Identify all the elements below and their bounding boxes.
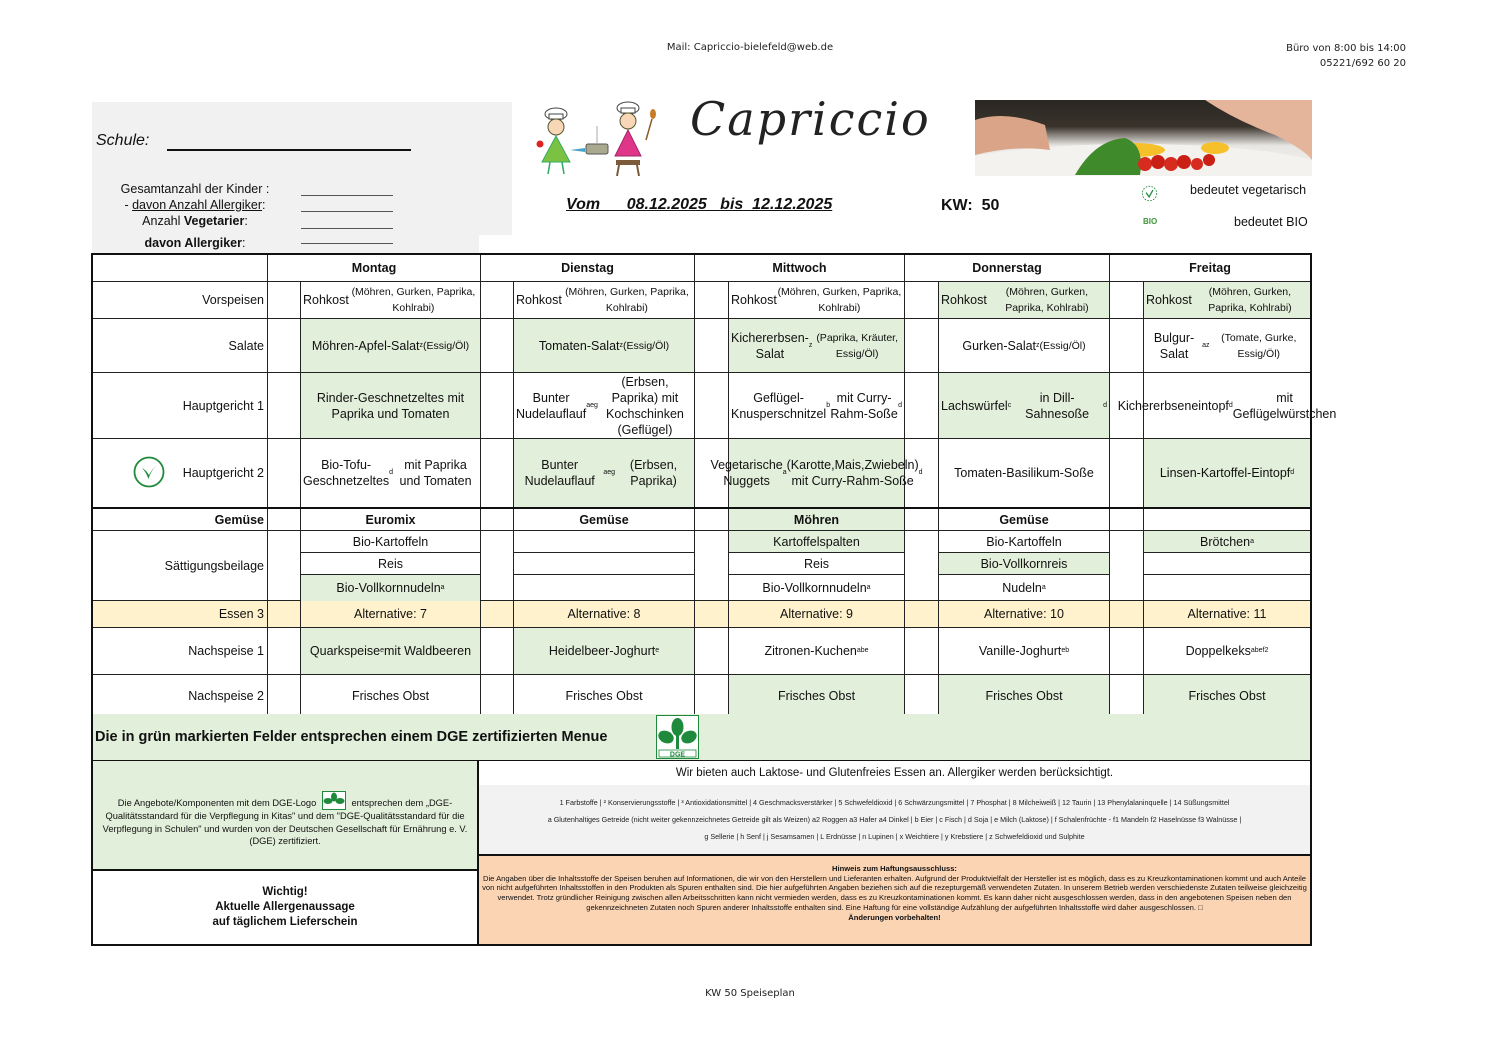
dish-name: Linsen-Kartoffel-Eintopf <box>1159 466 1291 480</box>
spacer-cell <box>268 601 301 627</box>
dish-name: Geflügel-Knusperschnitzel <box>731 390 827 421</box>
dish-name: Gemüse <box>999 512 1049 527</box>
menu-cell: Bio-Tofu-Geschnetzeltes d mit Paprika und Tomaten <box>301 439 481 507</box>
spacer-cell <box>1110 531 1144 600</box>
menu-cell: Möhren-Apfel-Salat z (Essig/Öl) <box>301 319 481 372</box>
spacer-cell <box>481 675 514 716</box>
row-label: Gemüse <box>93 509 268 530</box>
menu-row-hauptgericht2 <box>93 439 1310 509</box>
menu-table <box>91 253 1337 716</box>
menu-cell <box>1144 575 1310 601</box>
spacer-cell <box>905 601 939 627</box>
menu-cell: Kichererbseneintopf d mit Geflügelwürstchen <box>1117 390 1337 421</box>
menu-row-essen3 <box>93 601 1310 628</box>
menu-cell: Bulgur-Salat az (Tomate, Gurke, Essig/Öl) <box>1144 319 1310 372</box>
veg-allergic-label <box>95 236 295 250</box>
menu-cell <box>301 509 481 530</box>
allergen-legend-line-3: g Sellerie | h Senf | j Sesamsamen | L Erdnüsse | n Lupinen | x Weichtiere | y Krebstiere | z Schwefeldioxid und Sulphite <box>704 832 1085 841</box>
day-header: Donnerstag <box>905 255 1110 281</box>
dish-name: Frisches Obst <box>565 688 643 703</box>
contact-email: Mail: Capriccio-bielefeld@web.de <box>666 42 834 53</box>
dish-name: Zitronen-Kuchen <box>764 644 857 658</box>
spacer-cell <box>268 373 301 438</box>
menu-cell <box>514 509 695 530</box>
spacer-cell <box>268 628 301 674</box>
bio-icon: BIO <box>1143 217 1158 226</box>
spacer-cell <box>481 628 514 674</box>
allergy-header: Wir bieten auch Laktose- und Glutenfreies Essen an. Allergiker werden berücksichtigt. <box>479 761 1312 785</box>
dish-name: Rohkost <box>303 293 349 307</box>
dish-name: Kartoffelspalten <box>773 534 860 549</box>
dish-name: Kichererbsen-Salat <box>731 330 809 361</box>
dish-name: Rinder-Geschnetzeltes mit Paprika und Tomaten <box>316 390 465 421</box>
dish-name: Frisches Obst <box>1188 688 1266 703</box>
vegetarian-check-icon <box>133 456 165 488</box>
menu-cell <box>301 282 481 318</box>
spacer-cell <box>905 509 939 530</box>
menu-cell <box>729 675 905 716</box>
chef-right <box>615 102 656 176</box>
allergic-text: davon Anzahl Allergiker <box>132 198 263 212</box>
dish-name: Frisches Obst <box>777 688 856 703</box>
dge-info-text-b: entsprechen dem „DGE-Qualitätsstandard für die Verpflegung in Kitas" und dem "DGE-Qualitätsstandard für die Verpflegung in Schulen" und wurden von der Deutschen Gesellschaft für Ernährung e. V. (DGE) zertifiziert. <box>102 798 468 846</box>
dish-name: Gurken-Salat <box>962 338 1037 353</box>
food-photo <box>975 100 1312 176</box>
menu-cell <box>301 373 481 438</box>
menu-cell <box>1144 509 1310 530</box>
dish-name: Alternative: 11 <box>1187 607 1267 621</box>
menu-cell <box>514 531 695 553</box>
menu-cell <box>301 675 481 716</box>
dish-name: Bunter Nudelauflauf <box>516 390 587 421</box>
dish-name: Vanille-Joghurt <box>978 644 1062 658</box>
menu-cell: Lachswürfel c in Dill-Sahnesoße d <box>939 373 1110 438</box>
spacer-cell <box>905 675 939 716</box>
menu-row-vorspeisen <box>93 282 1310 319</box>
menu-cell <box>1144 282 1310 318</box>
food-photo-art <box>975 100 1312 176</box>
table-header-row <box>93 255 1310 282</box>
spacer-cell <box>268 675 301 716</box>
spacer-cell <box>905 319 939 372</box>
veg-prefix: Anzahl <box>142 214 184 228</box>
row-label: Hauptgericht 2 <box>93 439 268 507</box>
dish-name: Alternative: 9 <box>780 607 853 621</box>
dish-detail: (Essig/Öl) <box>623 339 670 352</box>
menu-cell: Vegetarische Nuggets a (Karotte,Mais,Zwiebeln) mit Curry-Rahm-Soße d <box>729 439 905 507</box>
veg-allergic-suffix: : <box>242 236 246 250</box>
dish-name: Quarkspeise <box>309 644 381 658</box>
menu-cell: Kichererbsen-Salat z (Paprika, Kräuter, Essig/Öl) <box>729 319 905 372</box>
vegetarian-check-icon <box>1141 185 1158 202</box>
dish-name: Bio-Kartoffeln <box>352 534 429 549</box>
dish-name: Tomaten-Salat <box>538 338 620 353</box>
row-label: Sättigungsbeilage <box>93 531 268 600</box>
bio-legend-text: bedeutet BIO <box>1234 215 1308 229</box>
dish-name: Reis <box>377 556 403 571</box>
spacer-cell <box>695 531 729 600</box>
menu-cell <box>729 509 905 530</box>
dish-detail: (Möhren, Gurken, Paprika, Kohlrabi) <box>351 286 476 314</box>
row-label: Vorspeisen <box>93 282 268 318</box>
spacer-cell <box>1110 509 1144 530</box>
spacer-cell <box>905 628 939 674</box>
header-corner <box>93 255 268 281</box>
row-label: Essen 3 <box>93 601 268 627</box>
spacer-cell <box>481 531 514 600</box>
menu-row-nachspeise2 <box>93 675 1310 716</box>
row-label: Nachspeise 1 <box>93 628 268 674</box>
spacer-cell <box>695 509 729 530</box>
chef-left <box>537 108 571 174</box>
allergen-notice <box>91 871 479 946</box>
dish-name: Alternative: 7 <box>354 607 427 621</box>
veg-allergic-field[interactable] <box>301 243 393 244</box>
dge-logo-icon <box>656 715 699 759</box>
spacer-cell <box>905 439 939 507</box>
day-header: Montag <box>268 255 481 281</box>
spacer-cell <box>268 319 301 372</box>
spacer-cell <box>268 282 301 318</box>
menu-cell <box>514 675 695 716</box>
menu-row-hauptgericht1 <box>93 373 1337 439</box>
dish-detail: (Paprika, Kräuter, Essig/Öl) <box>816 331 899 360</box>
allergic-suffix: : <box>262 198 266 212</box>
office-phone: 05221/692 60 20 <box>1319 58 1406 69</box>
dish-detail: (Möhren, Gurken, Paprika, Kohlrabi) <box>565 286 689 314</box>
dish-name: Frisches Obst <box>351 688 430 703</box>
menu-cell <box>939 675 1110 716</box>
dish-continuation: mit Paprika und Tomaten <box>399 458 472 488</box>
dish-detail: (Essig/Öl) <box>1039 339 1086 352</box>
dish-continuation: (Karotte,Mais,Zwiebeln) mit Curry-Rahm-Soße <box>786 458 919 488</box>
dish-name: Möhren-Apfel-Salat <box>311 338 420 353</box>
spacer-cell <box>905 531 939 600</box>
day-header: Freitag <box>1189 261 1231 275</box>
dish-name: Bio-Tofu-Geschnetzeltes <box>303 458 390 488</box>
menu-cell <box>514 601 695 627</box>
menu-cell <box>729 601 905 627</box>
spacer-cell <box>1110 601 1144 627</box>
menu-cell <box>939 439 1110 507</box>
office-info <box>1286 41 1406 71</box>
menu-cell: Bunter Nudelauflauf aeg (Erbsen, Paprika) <box>514 439 695 507</box>
allergen-legend-line-2: a Glutenhaltiges Getreide (nicht weiter gekennzeichnetes Getreide gilt als Weizen) a2 Roggen a3 Hafer a4 Dinkel | b Eier | c Fisch | d Soja | e Milch (Laktose) | f Schalenfrüchte - f1 Mandeln f2 Haselnüsse f3 Walnüsse | <box>547 815 1242 824</box>
school-input-line[interactable] <box>167 149 411 151</box>
spacer-cell <box>905 373 939 438</box>
menu-cell: Brötchen a <box>1144 531 1310 553</box>
calendar-week: KW: 50 <box>941 197 1000 214</box>
dish-name: Rohkost <box>1146 293 1192 307</box>
menu-cell <box>729 282 905 318</box>
dish-name: Möhren <box>793 512 840 527</box>
spacer-cell <box>905 282 939 318</box>
menu-cell <box>301 553 481 575</box>
spacer-cell <box>695 282 729 318</box>
dge-banner-text: Die in grün markierten Felder entsprechen einem DGE zertifizierten Menue <box>95 729 608 745</box>
dish-name: Lachswürfel <box>941 398 1008 413</box>
dish-continuation: mit Curry-Rahm-Soße <box>830 390 898 421</box>
menu-cell: Zitronen-Kuchen abe <box>729 628 905 674</box>
menu-cell <box>1144 553 1310 575</box>
notice-line-1: Wichtig! <box>262 886 308 898</box>
menu-cell: Tomaten-Salat z (Essig/Öl) <box>514 319 695 372</box>
dish-name: Rohkost <box>516 293 562 307</box>
menu-cell <box>939 553 1110 575</box>
menu-cell <box>729 531 905 553</box>
dish-name: Brötchen <box>1200 534 1251 549</box>
menu-cell <box>1144 601 1310 627</box>
menu-cell: Vanille-Joghurt eb <box>939 628 1110 674</box>
cooking-pot <box>570 126 608 154</box>
dish-detail: (Essig/Öl) <box>423 339 470 352</box>
dish-name: Bio-Vollkornreis <box>980 556 1068 571</box>
menu-cell <box>514 575 695 601</box>
allergic-count-field[interactable] <box>301 211 393 212</box>
dish-name: Vegetarische Nuggets <box>710 458 783 488</box>
office-hours: Büro von 8:00 bis 14:00 <box>1286 43 1406 54</box>
menu-cell <box>729 553 905 575</box>
spacer-cell <box>695 628 729 674</box>
dish-name: Kichererbseneintopf <box>1117 398 1229 413</box>
dish-name: Reis <box>803 556 829 571</box>
menu-cell <box>301 601 481 627</box>
allergic-count-label <box>95 198 295 212</box>
menu-cell <box>939 509 1110 530</box>
school-label: Schule: <box>96 132 150 149</box>
liability-disclaimer <box>479 854 1312 946</box>
menu-cell <box>1144 675 1310 716</box>
spacer-cell <box>481 601 514 627</box>
veg-bold: Vegetarier <box>183 214 245 228</box>
dish-detail: (Möhren, Gurken, Paprika, Kohlrabi) <box>1005 286 1089 314</box>
dge-logo-label: DGE <box>669 751 686 759</box>
notice-line-3: auf täglichem Lieferschein <box>212 916 358 928</box>
menu-cell: Bio-Vollkornnudeln a <box>301 575 481 601</box>
total-children-field[interactable] <box>301 195 393 196</box>
menu-cell <box>939 531 1110 553</box>
dge-info-text-a: Die Angebote/Komponenten mit dem DGE-Logo <box>117 798 317 808</box>
row-label: Salate <box>93 319 268 372</box>
notice-line-2: Aktuelle Allergenaussage <box>215 901 355 913</box>
dish-name: Bio-Kartoffeln <box>986 534 1062 549</box>
dish-name: Bio-Vollkornnudeln <box>336 581 441 595</box>
menu-cell: Gurken-Salat z (Essig/Öl) <box>939 319 1110 372</box>
spacer-cell <box>695 601 729 627</box>
menu-cell: Quarkspeise e mit Waldbeeren <box>301 628 481 674</box>
vegetarian-legend-text: bedeutet vegetarisch <box>1190 183 1307 197</box>
dish-name: Bulgur-Salat <box>1153 330 1195 361</box>
spacer-cell <box>481 282 514 318</box>
menu-row-salate <box>93 319 1310 373</box>
dish-name: Rohkost <box>941 293 987 307</box>
spacer-cell <box>481 439 514 507</box>
dish-continuation: (Erbsen, Paprika) <box>629 458 678 488</box>
dish-continuation: in Dill-Sahnesoße <box>1025 390 1090 421</box>
dish-continuation: (Erbsen, Paprika) mit Kochschinken (Geflügel) <box>606 374 684 437</box>
spacer-cell <box>481 509 514 530</box>
liability-footer: Änderungen vorbehalten! <box>848 912 941 922</box>
menu-cell: Heidelbeer-Joghurt e <box>514 628 695 674</box>
menu-cell: Nudeln a <box>939 575 1110 601</box>
dge-logo-small-icon <box>322 791 346 810</box>
spacer-cell <box>1110 675 1144 716</box>
spacer-cell <box>1110 628 1144 674</box>
dish-name: Doppelkeks <box>1185 644 1251 658</box>
spacer-cell <box>268 531 301 600</box>
menu-row-saettigung <box>93 531 1310 601</box>
spacer-cell <box>695 373 729 438</box>
dish-name: Bio-Vollkornnudeln <box>762 581 867 595</box>
row-label: Hauptgericht 1 <box>93 373 268 438</box>
vegetarian-count-field[interactable] <box>301 228 393 229</box>
menu-row-gemuese <box>93 509 1310 531</box>
spacer-cell <box>1110 439 1144 507</box>
day-header: Mittwoch <box>695 255 905 281</box>
dish-name: Tomaten-Basilikum-Soße <box>954 466 1094 480</box>
menu-cell <box>514 282 695 318</box>
menu-cell <box>301 531 481 553</box>
dish-detail: (Möhren, Gurken, Paprika, Kohlrabi) <box>777 286 902 314</box>
vegetarian-count-label <box>95 214 295 228</box>
spacer-cell <box>1110 319 1144 372</box>
menu-cell: Geflügel-Knusperschnitzel b mit Curry-Rahm-Soße d <box>729 373 905 438</box>
dish-name: Alternative: 8 <box>567 607 641 621</box>
day-header: Dienstag <box>481 255 695 281</box>
dish-name: Gemüse <box>579 512 629 527</box>
dish-name: Alternative: 10 <box>984 607 1064 621</box>
total-children-label: Gesamtanzahl der Kinder : <box>120 182 270 196</box>
row-label: Nachspeise 2 <box>93 675 268 716</box>
spacer-cell <box>481 373 514 438</box>
menu-cell: Bunter Nudelauflauf aeg (Erbsen, Paprika) mit Kochschinken (Geflügel) <box>514 373 695 438</box>
allergen-legend-line-1: 1 Farbstoffe | ² Konservierungsstoffe | ³ Antioxidationsmittel | 4 Geschmacksverstärker | 5 Schwefeldioxid | 6 Schwärzungsmittel | 7 Phosphat | 8 Milcheiweiß | 12 Taurin | 13 Phenylalaninquelle | 14 Süßungsmittel <box>559 798 1230 807</box>
spacer-cell <box>268 509 301 530</box>
allergic-prefix: - <box>124 198 133 212</box>
dish-name: Nudeln <box>1002 581 1042 595</box>
spacer-cell <box>481 319 514 372</box>
spacer-cell <box>268 439 301 507</box>
menu-row-nachspeise1 <box>93 628 1310 675</box>
allergen-legend <box>479 785 1312 854</box>
liability-title: Hinweis zum Haftungsausschluss: <box>832 864 957 873</box>
liability-body: Die Angaben über die Inhaltsstoffe der Speisen beruhen auf Informationen, die wir von den Herstellern und Lieferanten erhalten. Aufgrund der Produktvielfalt der Hersteller ist es möglich, dass es zu Kreuzkontaminationen kommt und auch Anteile von nicht aufgeführten Inhaltsstoffen in den Produkten als Spuren enthalten sind. Die hier aufgeführten Angaben beziehen sich auf die rezepturgemäß verwendeten Zutaten. In unserem Betrieb werden verschiedenste Zutaten teilweise gleichzeitig verwendet. Trotz gründlicher Reinigung zwischen allen Arbeitsschritten kann nicht vermieden werden, dass es zu Kreuzkontaminationen kommt. Es kann daher nicht ausgeschlossen werden, dass in den angebotenen Speisen neben den gekennzeichneten Zutaten noch Spuren anderer Inhaltsstoffe enthalten sind. Eine Haftung für eine vollständige Aufzählung der aufgeführten Inhaltsstoffe wird daher ausgeschlossen. □ <box>482 873 1307 912</box>
chefs-illustration <box>530 100 665 178</box>
menu-period: Vom 08.12.2025 bis 12.12.2025 <box>566 196 833 213</box>
spacer-cell <box>1110 282 1144 318</box>
menu-cell <box>514 553 695 575</box>
veg-allergic-bold: davon Allergiker <box>144 236 242 250</box>
menu-cell <box>939 282 1110 318</box>
dish-name: Bunter Nudelauflauf <box>524 458 595 488</box>
dish-detail: (Möhren, Gurken, Paprika, Kohlrabi) <box>1208 286 1292 314</box>
dish-name: Frisches Obst <box>985 688 1063 703</box>
dish-name: Rohkost <box>731 293 777 307</box>
dge-info-box <box>91 761 479 871</box>
dish-name: Euromix <box>365 512 416 527</box>
spacer-cell <box>695 675 729 716</box>
menu-cell <box>939 601 1110 627</box>
brand-logo: Capriccio <box>690 92 931 146</box>
dish-continuation: mit Geflügelwürstchen <box>1232 390 1337 421</box>
spacer-cell <box>695 319 729 372</box>
menu-cell: Linsen-Kartoffel-Eintopf d <box>1144 439 1310 507</box>
dish-name: Heidelbeer-Joghurt <box>548 644 656 658</box>
menu-cell: Bio-Vollkornnudeln a <box>729 575 905 601</box>
menu-cell: Doppelkeks abef2 <box>1185 644 1269 658</box>
veg-suffix: : <box>244 214 248 228</box>
dish-continuation: mit Waldbeeren <box>384 644 472 658</box>
page-footer: KW 50 Speiseplan <box>705 988 795 999</box>
dish-detail: (Tomate, Gurke, Essig/Öl) <box>1221 331 1297 360</box>
